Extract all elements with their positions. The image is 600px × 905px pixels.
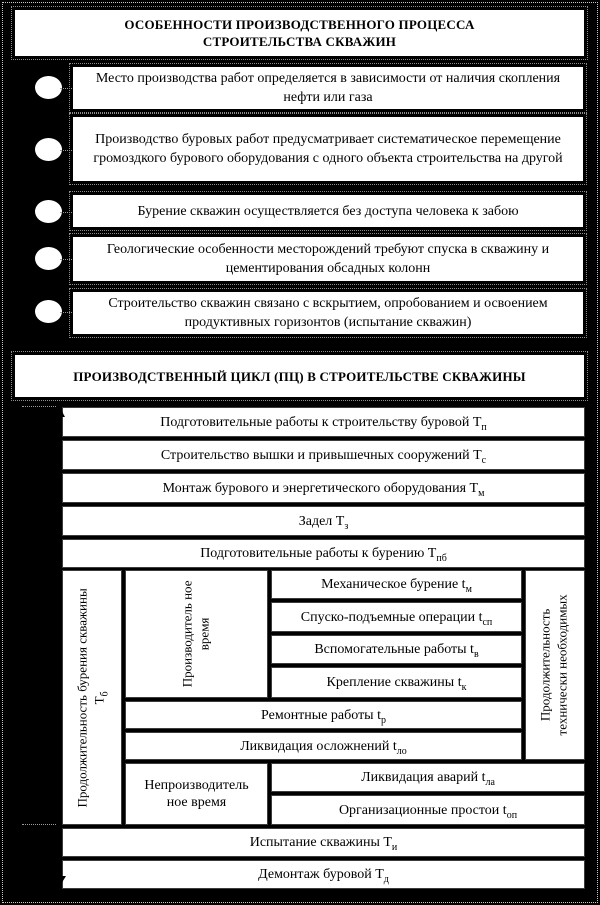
technically-necessary-label (538, 594, 572, 735)
row-label: Вспомогательные работы t (314, 642, 474, 657)
connector-line (60, 259, 72, 260)
subscript: сп (482, 616, 493, 628)
feature-text: Бурение скважин осуществляется без доступа человека к забою (137, 203, 519, 219)
features-title (124, 16, 474, 50)
label-line: Непроизводитель (144, 778, 249, 793)
subscript: с (481, 454, 487, 466)
drilling-duration-label (75, 588, 109, 807)
connector-line (60, 312, 72, 313)
subscript: р (380, 714, 386, 726)
rotated-line (92, 588, 109, 807)
subscript: д (383, 873, 389, 885)
row-label: Ликвидация осложнений t (240, 738, 397, 754)
cycle-title-box (14, 354, 585, 398)
row-label: Спуско-подъемные операции t (300, 609, 483, 625)
bullet-circle (35, 200, 62, 223)
unproductive-time-label (144, 777, 248, 811)
feature-text: Строительство скважин связано с вскрытием, опробованием и освоением продуктивных горизонтов (испытание скважин) (108, 296, 548, 330)
dimension-line (57, 412, 58, 882)
rotated-line: Продолжительность (538, 608, 554, 722)
feature-box-4 (72, 236, 584, 282)
feature-box-1 (72, 66, 584, 110)
row-mekhanicheskoe-burenie (271, 570, 522, 599)
subscript: к (461, 681, 467, 693)
row-demontazh (62, 860, 585, 889)
row-likvidatsiya-oslozhneniy (125, 732, 522, 760)
row-ispytanie (62, 828, 585, 857)
cycle-row-zadel (62, 506, 585, 536)
row-label: Ремонтные работы t (261, 707, 381, 723)
label-line: ное время (166, 795, 227, 810)
bullet-circle (35, 76, 62, 99)
drilling-duration-column (62, 570, 122, 825)
row-vspomogatelnye (271, 635, 522, 664)
row-label: Задел Т (298, 513, 345, 529)
subscript: п (481, 421, 487, 433)
feature-box-2 (72, 116, 584, 182)
feature-text: Производство буровых работ предусматривает систематическое перемещение громоздкого бурового оборудования с одного объекта строительства на другой (93, 132, 563, 166)
bullet-circle (35, 300, 62, 323)
feature-text: Геологические особенности месторождений требуют спуска в скважину и цементирования обсадных колонн (106, 242, 550, 276)
subscript: оп (506, 809, 518, 821)
connector-line (60, 88, 72, 89)
cycle-row-montazh (62, 473, 585, 503)
feature-text: Место производства работ определяется в зависимости от наличия скопления нефти или газа (95, 71, 561, 105)
row-spusko-podemnye (271, 602, 522, 632)
arrowhead-down-icon (50, 876, 66, 889)
row-label: Испытание скважины Т (249, 835, 392, 850)
row-label: Подготовительные работы к строительству буровой Т (160, 414, 482, 430)
row-remontnye (125, 701, 522, 729)
bullet-circle (35, 247, 62, 270)
cycle-row-podgotovitelnye-burovoy (62, 407, 585, 437)
arrowhead-up-icon (51, 404, 65, 417)
rotated-line: время (196, 617, 212, 651)
feature-box-5 (72, 291, 584, 335)
subscript: м (478, 487, 485, 499)
construction-line (22, 824, 58, 825)
connector-line (60, 150, 72, 151)
symbol: Т (92, 696, 107, 705)
feature-box-3 (72, 194, 584, 228)
features-title-line2: СТРОИТЕЛЬСТВА СКВАЖИН (202, 34, 397, 49)
bullet-circle (35, 138, 62, 161)
rotated-line: Продолжительность бурения скважины (75, 587, 91, 808)
productive-time-label (180, 581, 214, 688)
subscript: в (473, 648, 479, 660)
row-label: Демонтаж буровой Т (258, 867, 384, 882)
subscript: з (344, 520, 349, 532)
row-label: Организационные простои t (338, 802, 507, 818)
row-label: Подготовительные работы к бурению Т (200, 546, 437, 561)
row-organizatsionnye-prostoi (271, 795, 585, 825)
row-label: Строительство вышки и привышечных сооружений Т (160, 447, 482, 463)
technically-necessary-column (525, 570, 585, 760)
subscript: ло (396, 745, 407, 757)
rotated-line: Производитель ное (179, 580, 195, 688)
connector-line (60, 212, 72, 213)
subscript: б (99, 690, 111, 697)
features-title-box (14, 9, 585, 57)
row-likvidatsiya-avariy (271, 763, 585, 792)
subscript: и (391, 841, 398, 853)
row-kreplenie (271, 667, 522, 698)
subscript: пб (436, 552, 447, 564)
rotated-line: технически необходимых (555, 594, 571, 736)
row-label: Ликвидация аварий t (361, 770, 486, 785)
cycle-row-podgotovitelnye-bureniyu (62, 539, 585, 568)
features-title-line1: ОСОБЕННОСТИ ПРОИЗВОДСТВЕННОГО ПРОЦЕССА (124, 17, 475, 32)
subscript: ла (485, 776, 495, 788)
row-label: Крепление скважины t (326, 675, 462, 690)
productive-time-cell (125, 570, 268, 698)
cycle-row-stroitelstvo-vyshki (62, 440, 585, 470)
unproductive-time-cell (125, 763, 268, 825)
subscript: м (465, 583, 472, 595)
row-label: Механическое бурение t (321, 577, 466, 592)
row-label: Монтаж бурового и энергетического оборудования Т (162, 480, 479, 496)
cycle-title: ПРОИЗВОДСТВЕННЫЙ ЦИКЛ (ПЦ) В СТРОИТЕЛЬСТВЕ СКВАЖИНЫ (73, 368, 526, 384)
